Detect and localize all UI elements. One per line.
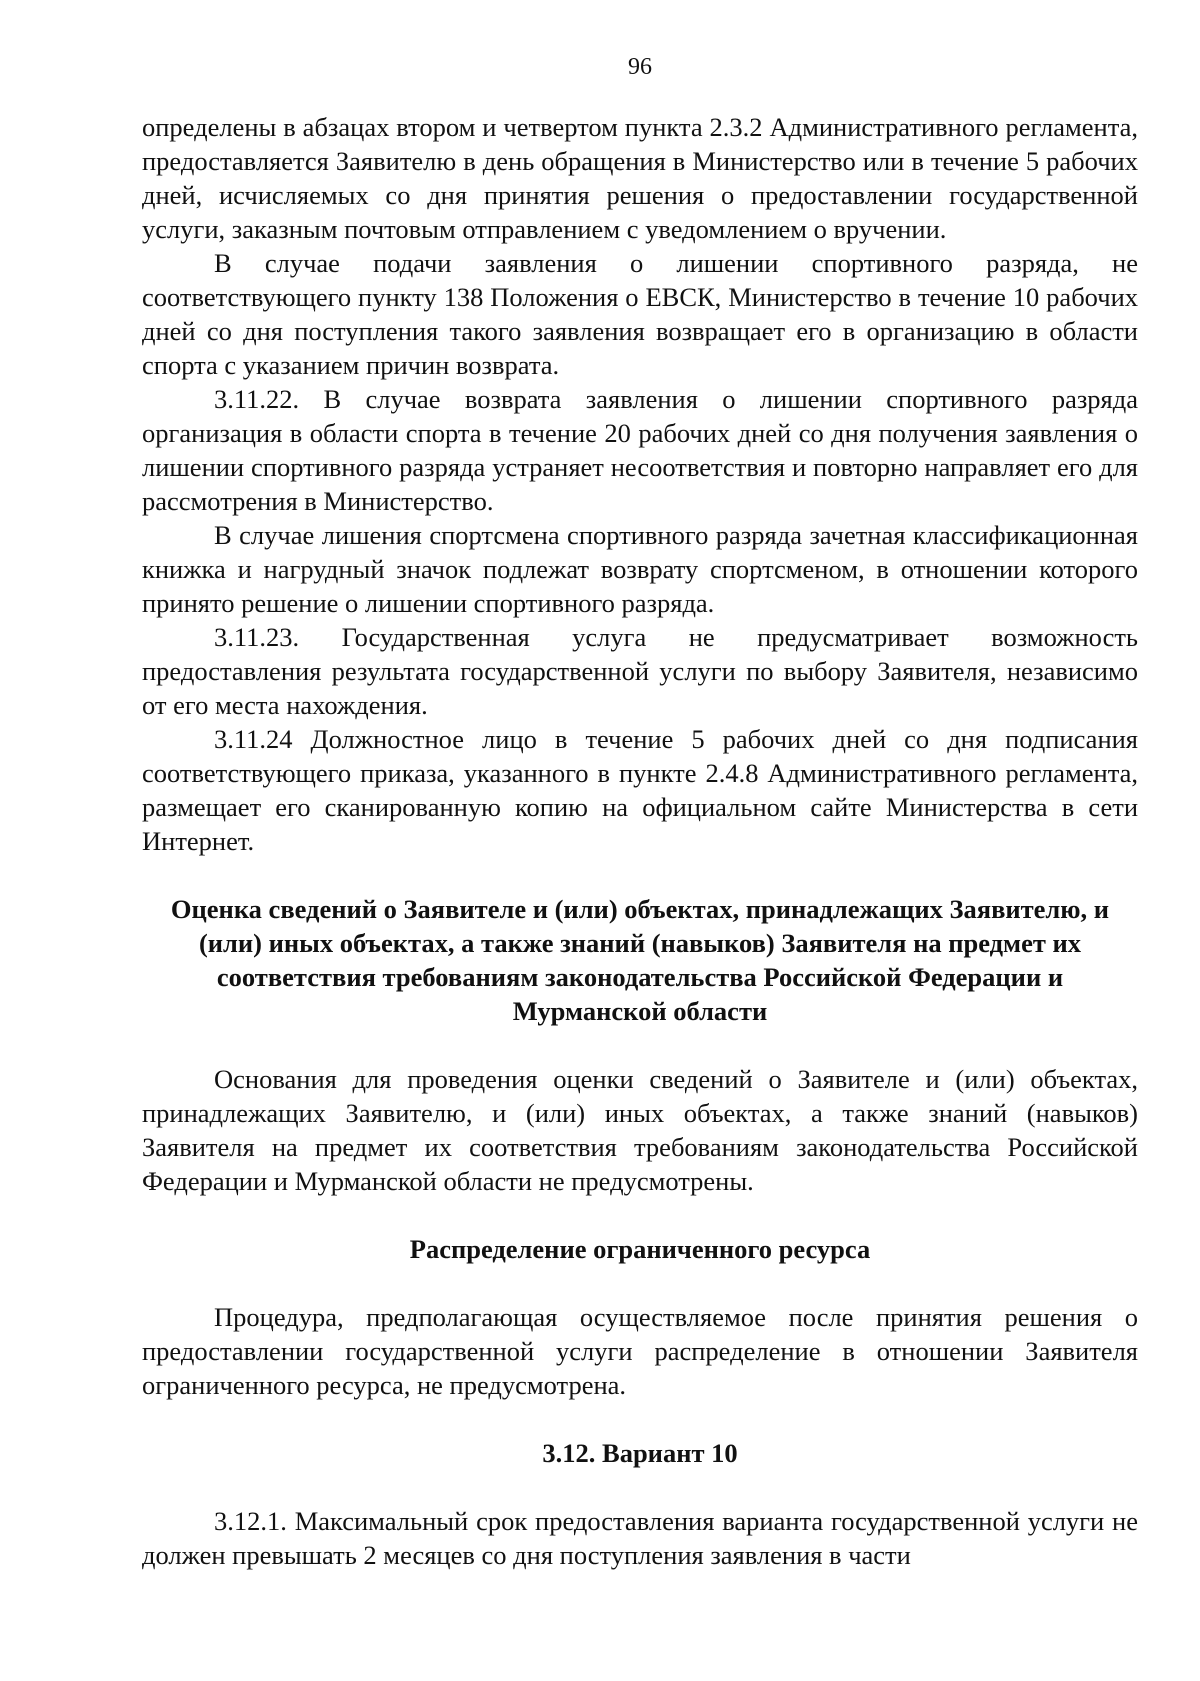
paragraph-3-11-24: 3.11.24 Должностное лицо в течение 5 рабочих дней со дня подписания соответствующего приказа, указанного в пункте 2.4.8 Административного регламента, размещает его сканированную копию на официальном сайте Министерства в сети Интернет.	[142, 724, 1138, 856]
paragraph-3-12-1: 3.12.1. Максимальный срок предоставления варианта государственной услуги не должен превышать 2 месяцев со дня поступления заявления в части	[142, 1506, 1138, 1570]
heading-variant-10: 3.12. Вариант 10	[542, 1438, 738, 1468]
spacer	[142, 1198, 1138, 1232]
spacer	[142, 1028, 1138, 1062]
paragraph-return-of-badge: В случае лишения спортсмена спортивного разряда зачетная классификационная книжка и нагрудный значок подлежат возврату спортсменом, в отношении которого принято решение о лишении спортивного разряда.	[142, 520, 1138, 618]
spacer	[142, 1402, 1138, 1436]
paragraph-continuation: определены в абзацах втором и четвертом пункта 2.3.2 Административного регламента, предоставляется Заявителю в день обращения в Министерство или в течение 5 рабочих дней, исчисляемых со дня принятия решения о предоставлении государственной услуги, заказным почтовым отправлением с уведомлением о вручении.	[142, 112, 1138, 244]
heading-resource-distribution: Распределение ограниченного ресурса	[409, 1234, 871, 1264]
page-number: 96	[628, 54, 652, 80]
document-body	[142, 110, 1138, 1572]
spacer	[142, 858, 1138, 892]
heading-assessment: Оценка сведений о Заявителе и (или) объектах, принадлежащих Заявителю, и (или) иных объектах, а также знаний (навыков) Заявителя на предмет их соответствия требованиям законодательства Российской Федерации и Мурманской области	[170, 894, 1110, 1026]
paragraph-resource-distribution: Процедура, предполагающая осуществляемое после принятия решения о предоставлении государственной услуги распределение в отношении Заявителя ограниченного ресурса, не предусмотрена.	[142, 1302, 1138, 1400]
paragraph-3-11-23: 3.11.23. Государственная услуга не предусматривает возможность предоставления результата государственной услуги по выбору Заявителя, независимо от его места нахождения.	[142, 622, 1138, 720]
spacer	[142, 1266, 1138, 1300]
spacer	[142, 1470, 1138, 1504]
paragraph-3-11-22: 3.11.22. В случае возврата заявления о лишении спортивного разряда организация в области спорта в течение 20 рабочих дней со дня получения заявления о лишении спортивного разряда устраняет несоответствия и повторно направляет его для рассмотрения в Министерство.	[142, 384, 1138, 516]
paragraph-return-of-application: В случае подачи заявления о лишении спортивного разряда, не соответствующего пункту 138 Положения о ЕВСК, Министерство в течение 10 рабочих дней со дня поступления такого заявления возвращает его в организацию в области спорта с указанием причин возврата.	[142, 248, 1138, 380]
paragraph-assessment: Основания для проведения оценки сведений о Заявителе и (или) объектах, принадлежащих Заявителю, и (или) иных объектах, а также знаний (навыков) Заявителя на предмет их соответствия требованиям законодательства Российской Федерации и Мурманской области не предусмотрены.	[142, 1064, 1138, 1196]
